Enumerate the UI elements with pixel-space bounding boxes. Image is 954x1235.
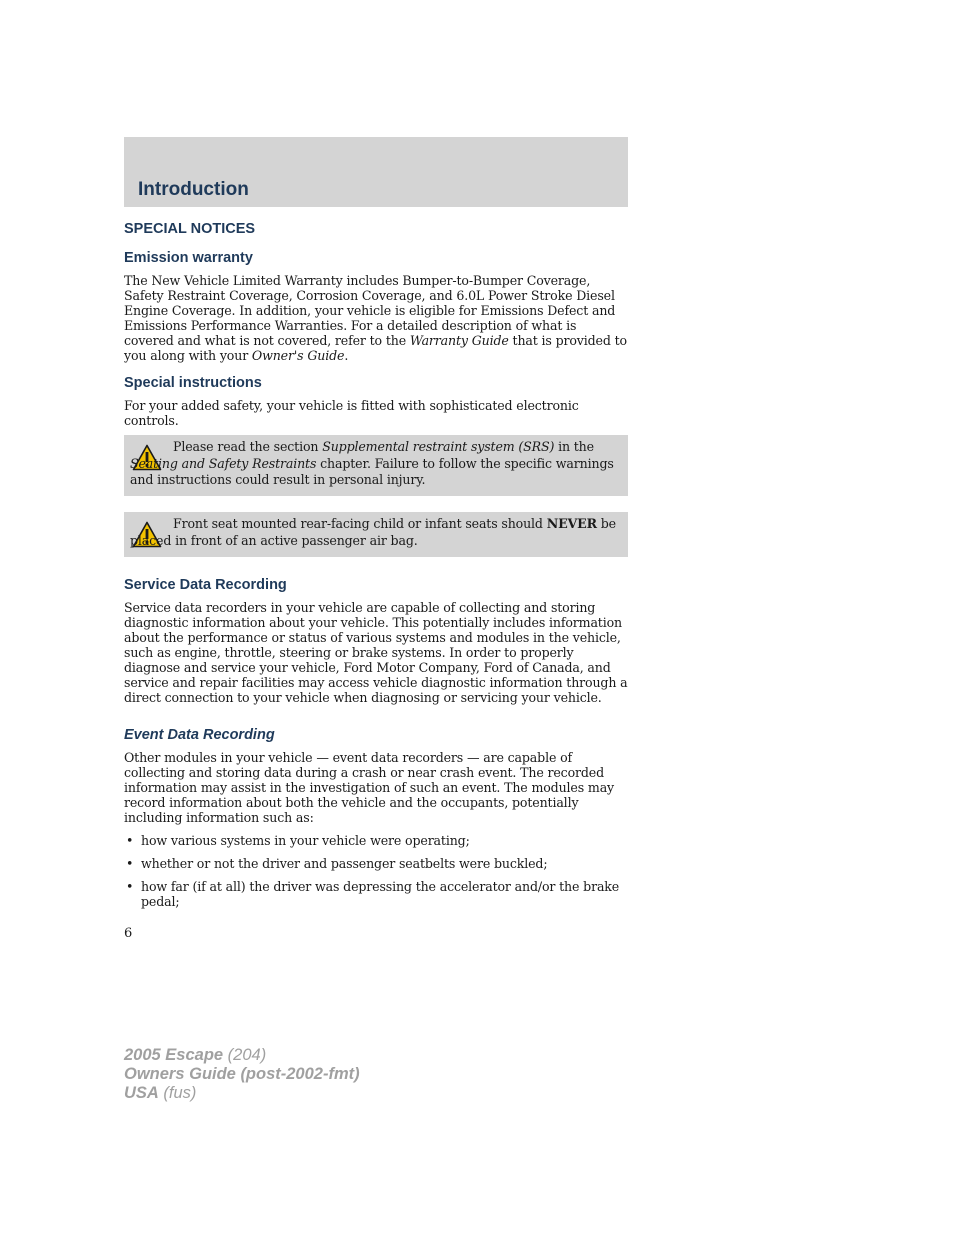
warning-box-child-seat	[124, 512, 628, 557]
srs-ref: Supplemental restraint system (SRS)	[322, 439, 555, 454]
warning-box-srs	[124, 435, 628, 496]
owners-guide-ref: Owner's Guide	[251, 348, 345, 363]
event-data-heading: Event Data Recording	[124, 727, 275, 743]
list-item: • whether or not the driver and passenger seatbelts were buckled;	[126, 856, 548, 871]
footer-line-1: 2005 Escape (204)	[124, 1046, 267, 1064]
special-notices-heading: SPECIAL NOTICES	[124, 221, 256, 237]
warranty-guide-ref: Warranty Guide	[409, 333, 509, 348]
footer-line-2: Owners Guide (post-2002-fmt)	[124, 1065, 360, 1083]
warning-child-seat-text: Front seat mounted rear-facing child or infant seats should NEVER be placed in front of an active passenger air bag.	[130, 516, 616, 548]
warning-srs-text: Please read the section Supplemental restraint system (SRS) in the Seating and Safety Restraints chapter. Failure to follow the specific warnings and instructions could result in personal injury.	[130, 439, 614, 487]
page-title: Introduction	[138, 179, 249, 200]
special-instructions-text: For your added safety, your vehicle is fitted with sophisticated electronic controls.	[124, 398, 579, 428]
emission-warranty-heading: Emission warranty	[124, 250, 253, 266]
list-item: • how far (if at all) the driver was depressing the accelerator and/or the brake pedal;	[126, 879, 620, 909]
emission-warranty-text: The New Vehicle Limited Warranty includes Bumper-to-Bumper Coverage, Safety Restraint Coverage, Corrosion Coverage, and 6.0L Power Stroke Diesel Engine Coverage. In addition, your vehicle is eligible for Emissions Defect and Emissions Performance Warranties. For a detailed description of what is covered and what is not covered, refer to the Warranty Guide that is provided to you along with your Owner's Guide.	[124, 273, 627, 363]
seating-ref: Seating and Safety Restraints	[130, 455, 317, 471]
footer-line-3: USA (fus)	[124, 1084, 197, 1102]
special-instructions-heading: Special instructions	[124, 375, 262, 391]
list-item: • how various systems in your vehicle were operating;	[126, 833, 470, 848]
page-number: 6	[124, 926, 133, 941]
never-emphasis: NEVER	[546, 516, 597, 531]
event-data-text: Other modules in your vehicle — event data recorders — are capable of collecting and storing data during a crash or near crash event. The recorded information may assist in the investigation of such an event. The modules may record information about both the vehicle and the occupants, potentially including information such as:	[124, 750, 615, 825]
service-data-text: Service data recorders in your vehicle are capable of collecting and storing diagnostic information about your vehicle. This potentially includes information about the performance or status of various systems and modules in the vehicle, such as engine, throttle, steering or brake systems. In order to properly diagnose and service your vehicle, Ford Motor Company, Ford of Canada, and service and repair facilities may access vehicle diagnostic information through a direct connection to your vehicle when diagnosing or servicing your vehicle.	[124, 600, 628, 705]
service-data-heading: Service Data Recording	[124, 577, 287, 593]
document-footer	[124, 1046, 360, 1103]
header-band	[124, 137, 628, 207]
event-data-list	[124, 833, 628, 917]
